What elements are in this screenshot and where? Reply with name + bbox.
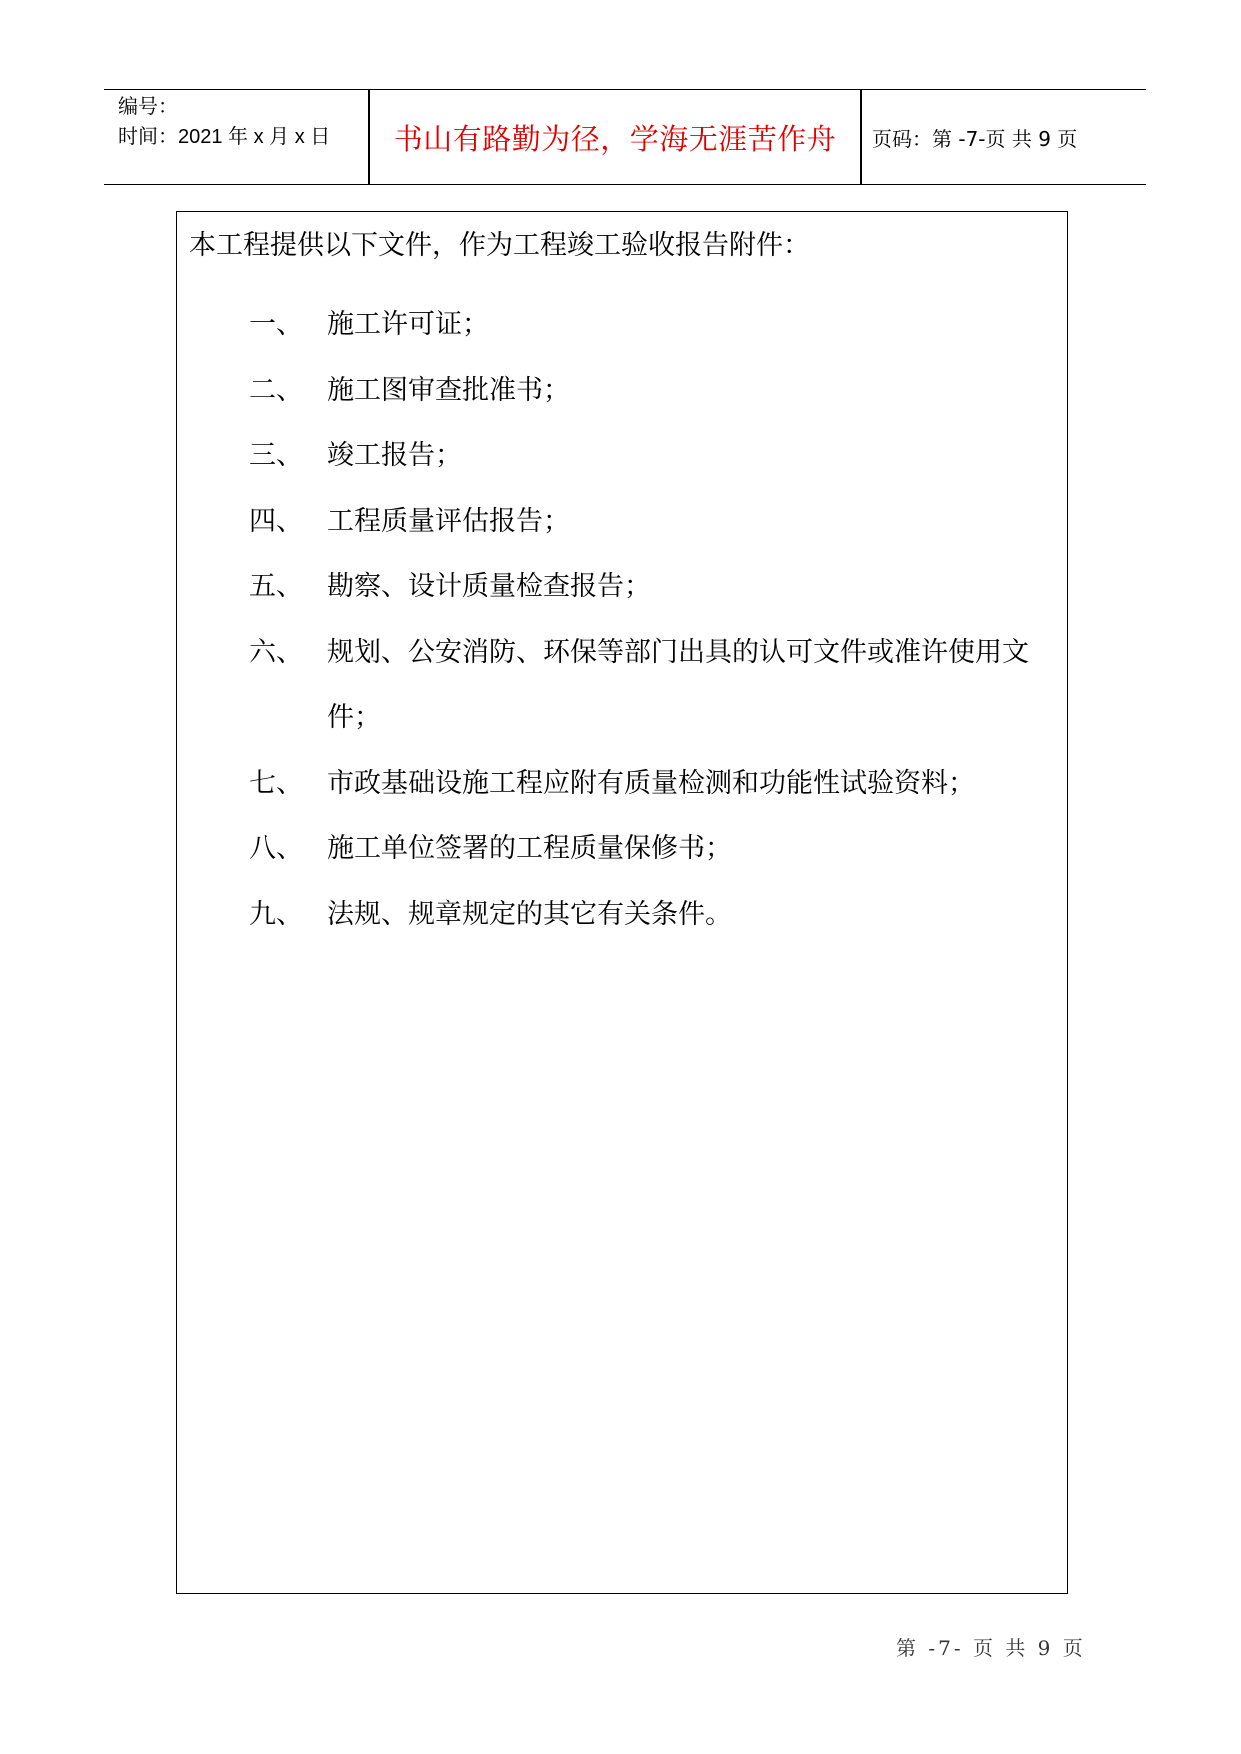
item-number: 二、 <box>249 374 303 406</box>
list-item <box>249 816 1064 882</box>
item-number: 七、 <box>249 767 303 799</box>
document-number-label: 编号： <box>118 96 178 118</box>
list-item <box>249 358 1064 424</box>
item-text: 施工许可证； <box>327 309 489 340</box>
item-text: 施工单位签署的工程质量保修书； <box>327 833 732 864</box>
item-text: 工程质量评估报告； <box>327 505 570 537</box>
item-text: 竣工报告； <box>327 440 462 471</box>
header-page-number: 页码：第 -7-页 共 9 页 <box>872 126 1078 151</box>
content-box <box>176 211 1068 1594</box>
list-item <box>249 292 1064 358</box>
list-item <box>249 882 1064 948</box>
page-footer: 第 -7- 页 共 9 页 <box>896 1636 1086 1660</box>
item-number: 三、 <box>249 440 303 471</box>
item-text: 市政基础设施工程应附有质量检测和功能性试验资料； <box>327 767 975 799</box>
attachment-list <box>249 292 1064 947</box>
list-item <box>249 423 1064 489</box>
header-divider <box>860 90 862 184</box>
item-number: 六、 <box>249 636 303 668</box>
list-item <box>249 751 1064 817</box>
item-number: 一、 <box>249 309 303 340</box>
item-text: 法规、规章规定的其它有关条件。 <box>327 898 732 930</box>
intro-text: 本工程提供以下文件，作为工程竣工验收报告附件： <box>189 230 810 261</box>
page-header <box>104 89 1146 185</box>
item-number: 四、 <box>249 505 303 537</box>
list-item <box>249 620 1064 751</box>
item-text: 施工图审查批准书； <box>327 374 570 406</box>
item-number: 八、 <box>249 833 303 864</box>
item-text: 规划、公安消防、环保等部门出具的认可文件或准许使用文件； <box>327 636 1029 733</box>
list-item <box>249 489 1064 555</box>
list-item <box>249 554 1064 620</box>
item-text: 勘察、设计质量检查报告； <box>327 571 651 602</box>
document-time-label: 时间：2021 年 x 月 x 日 <box>118 126 331 148</box>
header-motto: 书山有路勤为径，学海无涯苦作舟 <box>393 121 837 156</box>
item-number: 九、 <box>249 898 303 930</box>
item-number: 五、 <box>249 571 303 602</box>
